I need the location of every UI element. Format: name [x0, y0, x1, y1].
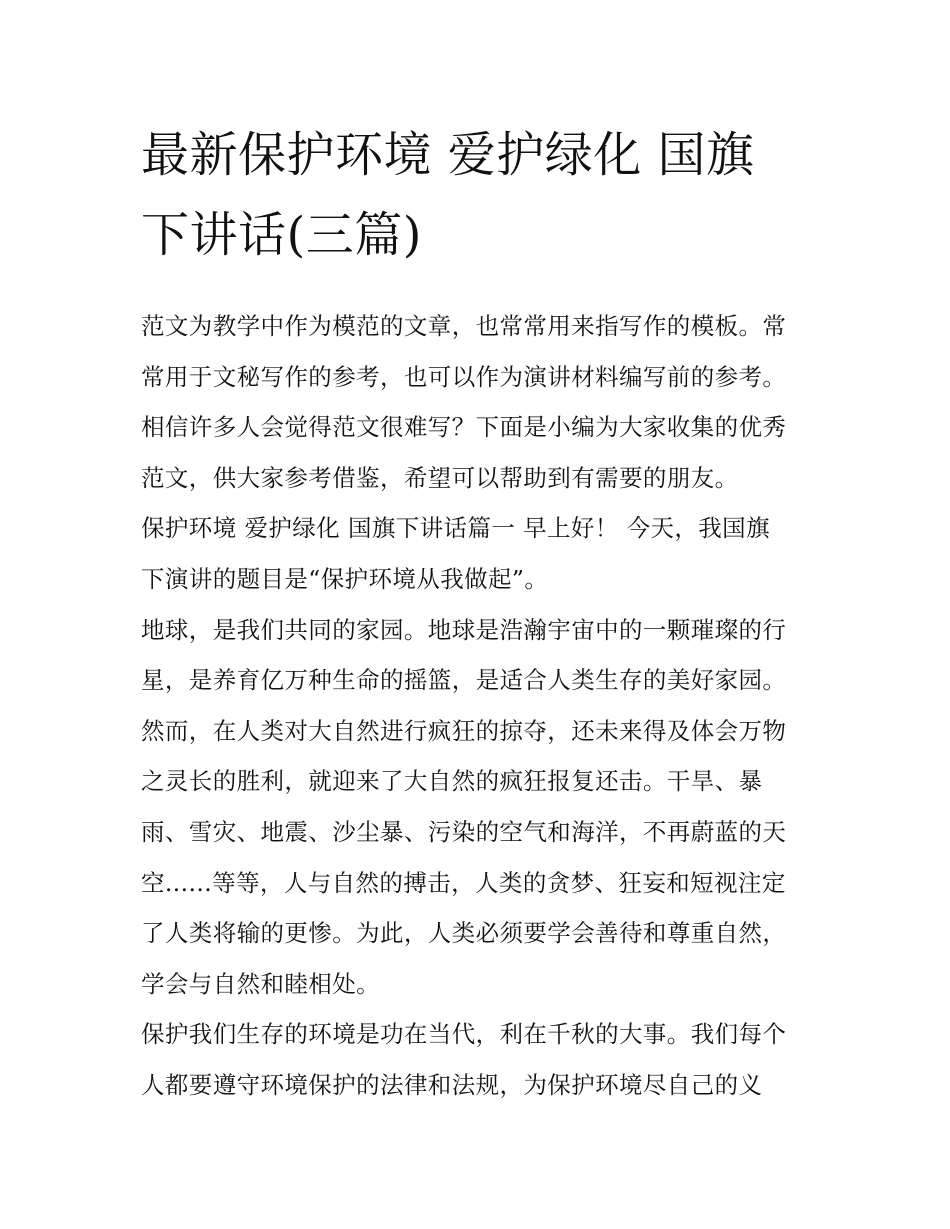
body-line: 下演讲的题目是“保护环境从我做起”。	[141, 564, 549, 593]
body-line: 学会与自然和睦相处。	[141, 969, 380, 998]
document-title	[141, 115, 781, 275]
body-line: 保护我们生存的环境是功在当代，利在千秋的大事。我们每个	[141, 1020, 787, 1049]
document-body	[141, 301, 820, 1111]
body-line: 相信许多人会觉得范文很难写？下面是小编为大家收集的优秀	[141, 413, 787, 442]
title-line-2: 下讲话(三篇)	[141, 207, 422, 263]
body-line: 然而，在人类对大自然进行疯狂的掠夺，还未来得及体会万物	[141, 716, 787, 745]
body-line: 人都要遵守环境保护的法律和法规，为保护环境尽自己的义	[141, 1070, 763, 1099]
body-line: 雨、雪灾、地震、沙尘暴、污染的空气和海洋，不再蔚蓝的天	[141, 817, 787, 846]
body-line: 范文为教学中作为模范的文章，也常常用来指写作的模板。常	[141, 312, 787, 340]
body-line: 保护环境 爱护绿化 国旗下讲话篇一 早上好！ 今天，我国旗	[141, 514, 770, 543]
title-line-1: 最新保护环境 爱护绿化 国旗	[141, 127, 755, 183]
body-line: 之灵长的胜利，就迎来了大自然的疯狂报复还击。干旱、暴	[141, 767, 763, 796]
body-line: 常用于文秘写作的参考，也可以作为演讲材料编写前的参考。	[141, 362, 787, 391]
body-line: 了人类将输的更惨。为此，人类必须要学会善待和尊重自然，	[141, 919, 787, 948]
body-line: 空......等等，人与自然的搏击，人类的贪梦、狂妄和短视注定	[141, 868, 786, 897]
body-line: 范文，供大家参考借鉴，希望可以帮助到有需要的朋友。	[141, 463, 739, 492]
body-line: 地球，是我们共同的家园。地球是浩瀚宇宙中的一颗璀璨的行	[141, 615, 787, 644]
body-line: 星，是养育亿万种生命的摇篮，是适合人类生存的美好家园。	[141, 666, 787, 695]
